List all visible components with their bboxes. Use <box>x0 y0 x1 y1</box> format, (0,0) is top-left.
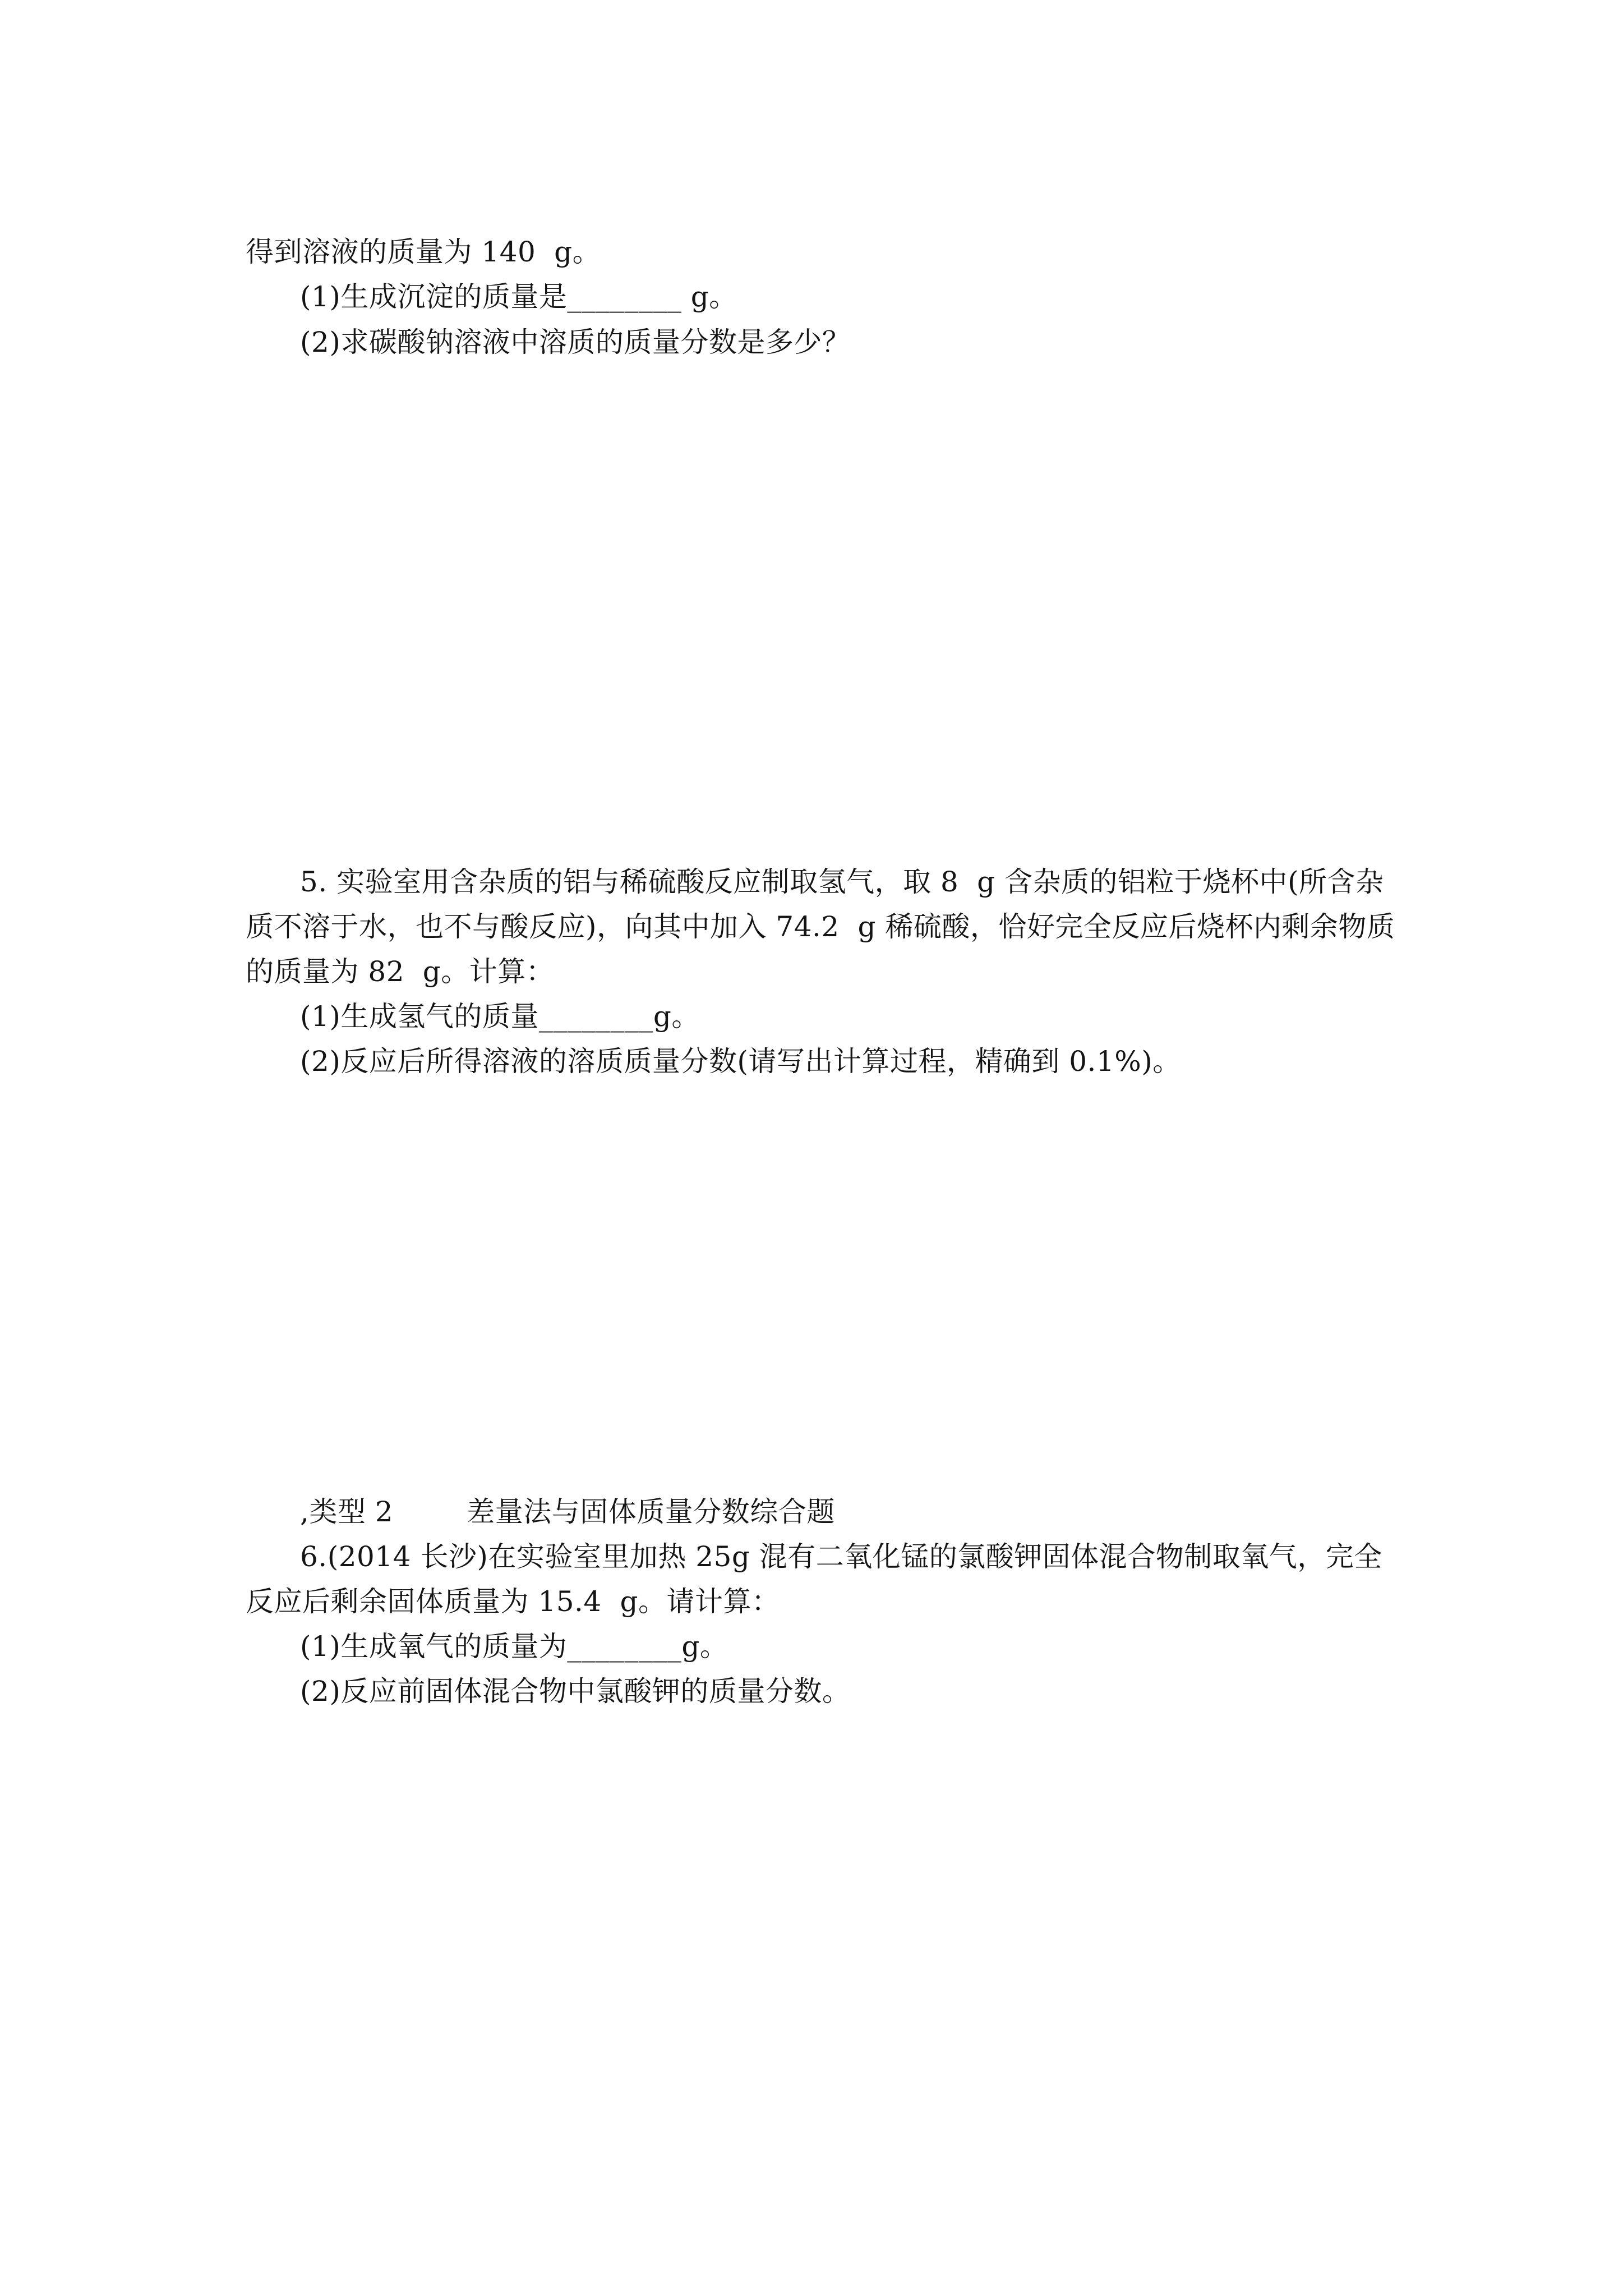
problem4-question2: (2)求碳酸钠溶液中溶质的质量分数是多少？ <box>300 326 851 358</box>
problem4-question1: (1)生成沉淀的质量是________ g。 <box>300 280 737 313</box>
problem6-text-line2: 反应后剩余固体质量为 15.4 g。请计算： <box>246 1585 780 1618</box>
problem5-text-line1: 5. 实验室用含杂质的铝与稀硫酸反应制取氢气，取 8 g 含杂质的铝粒于烧杯中(所含杂 <box>300 866 1384 898</box>
problem6-question1: (1)生成氧气的质量为________g。 <box>300 1630 728 1663</box>
problem6-question2: (2)反应前固体混合物中氯酸钾的质量分数。 <box>300 1675 851 1708</box>
problem4-text-line1: 得到溶液的质量为 140 g。 <box>246 236 601 268</box>
problem5-question1: (1)生成氢气的质量________g。 <box>300 1000 700 1033</box>
problem5-question2: (2)反应后所得溶液的溶质质量分数(请写出计算过程，精确到 0.1%)。 <box>300 1045 1181 1078</box>
problem5-text-line3: 的质量为 82 g。计算： <box>246 955 555 988</box>
problem5-text-line2: 质不溶于水，也不与酸反应)，向其中加入 74.2 g 稀硫酸，恰好完全反应后烧杯内剩余物质 <box>246 910 1395 943</box>
problem6-text-line1: 6.(2014 长沙)在实验室里加热 25g 混有二氧化锰的氯酸钾固体混合物制取氧气，完全 <box>300 1540 1382 1573</box>
section-heading: ,类型 2 差量法与固体质量分数综合题 <box>300 1496 835 1528</box>
